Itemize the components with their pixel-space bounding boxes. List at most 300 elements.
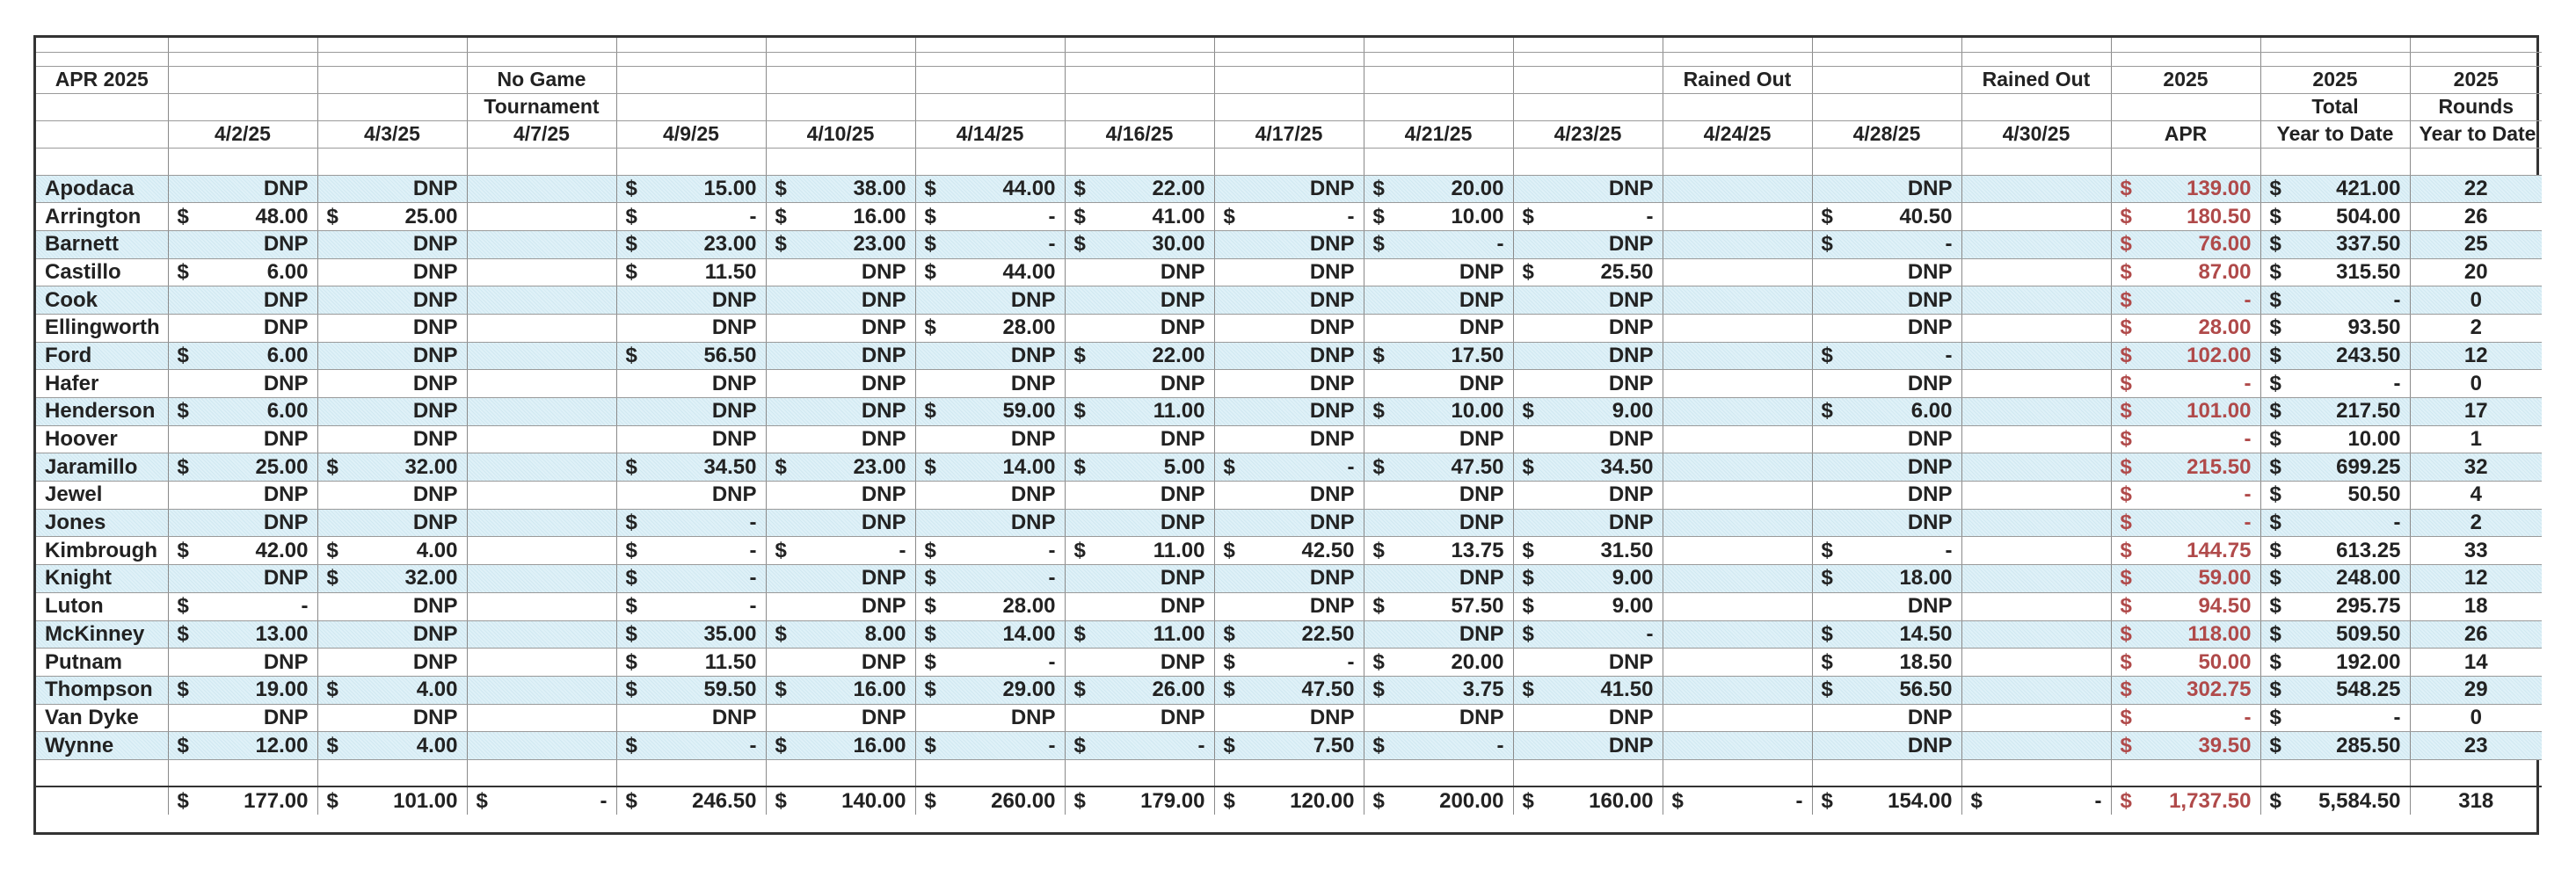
score-cell[interactable] <box>1513 203 1663 231</box>
score-cell[interactable] <box>1364 704 1513 732</box>
total-cell[interactable] <box>467 786 616 815</box>
score-cell[interactable] <box>1663 342 1812 370</box>
score-cell[interactable] <box>915 258 1065 286</box>
score-cell[interactable] <box>616 565 766 593</box>
score-cell[interactable] <box>168 565 317 593</box>
blank-row-cell[interactable] <box>1364 52 1513 66</box>
score-cell[interactable] <box>1065 649 1214 677</box>
score-cell[interactable] <box>168 704 317 732</box>
score-cell[interactable] <box>1961 592 2111 620</box>
ytd-total-cell[interactable] <box>2260 286 2410 315</box>
score-cell[interactable] <box>317 398 467 426</box>
score-cell[interactable] <box>1364 230 1513 258</box>
score-cell[interactable] <box>168 203 317 231</box>
score-cell[interactable] <box>616 649 766 677</box>
score-cell[interactable] <box>1961 203 2111 231</box>
total-cell[interactable] <box>616 786 766 815</box>
score-cell[interactable] <box>1961 314 2111 342</box>
spacer-row-cell[interactable] <box>1663 148 1812 175</box>
ytd-total-cell[interactable] <box>2260 592 2410 620</box>
score-cell[interactable] <box>1812 314 1961 342</box>
rounds-cell[interactable] <box>2410 620 2542 649</box>
score-cell[interactable] <box>467 704 616 732</box>
score-cell[interactable] <box>467 732 616 760</box>
player-name[interactable] <box>36 398 168 426</box>
score-cell[interactable] <box>1214 620 1364 649</box>
total-cell[interactable] <box>1513 786 1663 815</box>
date-header[interactable] <box>616 120 766 148</box>
player-name[interactable] <box>36 453 168 482</box>
score-cell[interactable] <box>1364 565 1513 593</box>
score-cell[interactable] <box>168 370 317 398</box>
blank-row-cell[interactable] <box>317 38 467 52</box>
no-game-note[interactable] <box>467 66 616 93</box>
blank-row-cell[interactable] <box>2111 38 2260 52</box>
score-cell[interactable] <box>1961 676 2111 704</box>
apr-total-cell[interactable] <box>2111 704 2260 732</box>
apr-total-cell[interactable] <box>2111 314 2260 342</box>
ytd-total-cell[interactable] <box>2260 537 2410 565</box>
apr-total-cell[interactable] <box>2111 175 2260 203</box>
score-cell[interactable] <box>1961 537 2111 565</box>
score-cell[interactable] <box>1961 509 2111 537</box>
header-cell[interactable] <box>36 93 168 120</box>
spacer-row-cell[interactable] <box>766 148 915 175</box>
score-cell[interactable] <box>1513 482 1663 510</box>
date-header[interactable] <box>467 120 616 148</box>
date-header[interactable] <box>317 120 467 148</box>
total-cell[interactable] <box>1663 786 1812 815</box>
score-cell[interactable] <box>1065 230 1214 258</box>
blank-row-cell[interactable] <box>1214 38 1364 52</box>
spacer-row-cell[interactable] <box>616 148 766 175</box>
total-cell[interactable] <box>1214 786 1364 815</box>
player-name[interactable] <box>36 509 168 537</box>
rounds-cell[interactable] <box>2410 732 2542 760</box>
score-cell[interactable] <box>1663 592 1812 620</box>
score-cell[interactable] <box>1812 592 1961 620</box>
ytd-total-cell[interactable] <box>2260 649 2410 677</box>
ytd-total-cell[interactable] <box>2260 203 2410 231</box>
score-cell[interactable] <box>1513 620 1663 649</box>
score-cell[interactable] <box>766 175 915 203</box>
score-cell[interactable] <box>1812 537 1961 565</box>
rounds-cell[interactable] <box>2410 649 2542 677</box>
player-name[interactable] <box>36 537 168 565</box>
header-cell[interactable] <box>616 66 766 93</box>
score-cell[interactable] <box>168 230 317 258</box>
header-cell[interactable] <box>36 120 168 148</box>
player-name[interactable] <box>36 203 168 231</box>
score-cell[interactable] <box>1812 370 1961 398</box>
rounds-cell[interactable] <box>2410 203 2542 231</box>
score-cell[interactable] <box>1812 732 1961 760</box>
score-cell[interactable] <box>317 704 467 732</box>
apr-total-cell[interactable] <box>2111 398 2260 426</box>
score-cell[interactable] <box>1961 230 2111 258</box>
score-cell[interactable] <box>317 342 467 370</box>
score-cell[interactable] <box>1065 732 1214 760</box>
apr-total-cell[interactable] <box>2111 482 2260 510</box>
player-name[interactable] <box>36 286 168 315</box>
score-cell[interactable] <box>1065 203 1214 231</box>
score-cell[interactable] <box>168 482 317 510</box>
score-cell[interactable] <box>1812 620 1961 649</box>
score-cell[interactable] <box>317 565 467 593</box>
rounds-header[interactable] <box>2410 93 2542 120</box>
score-cell[interactable] <box>915 314 1065 342</box>
score-cell[interactable] <box>1513 592 1663 620</box>
score-cell[interactable] <box>766 314 915 342</box>
header-cell[interactable] <box>1812 66 1961 93</box>
header-cell[interactable] <box>1065 66 1214 93</box>
score-cell[interactable] <box>1214 509 1364 537</box>
rounds-grand-total[interactable] <box>2410 786 2542 815</box>
score-cell[interactable] <box>1065 620 1214 649</box>
score-cell[interactable] <box>1065 453 1214 482</box>
score-cell[interactable] <box>1663 203 1812 231</box>
score-cell[interactable] <box>915 425 1065 453</box>
blank-row-cell[interactable] <box>2260 38 2410 52</box>
year-label[interactable] <box>2260 66 2410 93</box>
blank-row-cell[interactable] <box>616 52 766 66</box>
player-name[interactable] <box>36 425 168 453</box>
rounds-cell[interactable] <box>2410 509 2542 537</box>
score-cell[interactable] <box>1513 453 1663 482</box>
score-cell[interactable] <box>168 537 317 565</box>
score-cell[interactable] <box>168 676 317 704</box>
score-cell[interactable] <box>1663 732 1812 760</box>
score-cell[interactable] <box>616 425 766 453</box>
score-cell[interactable] <box>1364 676 1513 704</box>
score-cell[interactable] <box>1812 509 1961 537</box>
tournament-note[interactable] <box>467 93 616 120</box>
score-cell[interactable] <box>1214 175 1364 203</box>
total-header[interactable] <box>2260 93 2410 120</box>
score-cell[interactable] <box>915 398 1065 426</box>
score-cell[interactable] <box>766 509 915 537</box>
score-cell[interactable] <box>1214 258 1364 286</box>
score-cell[interactable] <box>1214 592 1364 620</box>
score-cell[interactable] <box>1364 425 1513 453</box>
score-cell[interactable] <box>1663 230 1812 258</box>
score-cell[interactable] <box>1364 732 1513 760</box>
spacer-row-cell[interactable] <box>1961 148 2111 175</box>
spacer-row-cell[interactable] <box>1214 148 1364 175</box>
score-cell[interactable] <box>766 620 915 649</box>
score-cell[interactable] <box>1513 676 1663 704</box>
date-header[interactable] <box>1663 120 1812 148</box>
date-header[interactable] <box>1812 120 1961 148</box>
spacer-row-cell[interactable] <box>317 148 467 175</box>
score-cell[interactable] <box>1364 620 1513 649</box>
score-cell[interactable] <box>766 342 915 370</box>
score-cell[interactable] <box>1961 482 2111 510</box>
header-cell[interactable] <box>616 93 766 120</box>
score-cell[interactable] <box>915 342 1065 370</box>
year-label[interactable] <box>2111 66 2260 93</box>
year-label[interactable] <box>2410 66 2542 93</box>
score-cell[interactable] <box>1961 370 2111 398</box>
score-cell[interactable] <box>915 286 1065 315</box>
score-cell[interactable] <box>1513 732 1663 760</box>
score-cell[interactable] <box>467 537 616 565</box>
blank-row-cell[interactable] <box>1513 52 1663 66</box>
player-name[interactable] <box>36 258 168 286</box>
total-cell[interactable] <box>766 786 915 815</box>
spacer-row-cell[interactable] <box>1364 759 1513 786</box>
score-cell[interactable] <box>915 620 1065 649</box>
score-cell[interactable] <box>1812 704 1961 732</box>
score-cell[interactable] <box>317 175 467 203</box>
header-cell[interactable] <box>1364 93 1513 120</box>
score-cell[interactable] <box>1364 537 1513 565</box>
player-name[interactable] <box>36 230 168 258</box>
header-cell[interactable] <box>2111 93 2260 120</box>
ytd-total-cell[interactable] <box>2260 258 2410 286</box>
score-cell[interactable] <box>1065 482 1214 510</box>
score-cell[interactable] <box>1214 286 1364 315</box>
score-cell[interactable] <box>1513 425 1663 453</box>
score-cell[interactable] <box>467 203 616 231</box>
rounds-cell[interactable] <box>2410 258 2542 286</box>
ytd-total-cell[interactable] <box>2260 370 2410 398</box>
score-cell[interactable] <box>1364 592 1513 620</box>
spacer-row-cell[interactable] <box>168 759 317 786</box>
score-cell[interactable] <box>317 592 467 620</box>
apr-total-cell[interactable] <box>2111 620 2260 649</box>
score-cell[interactable] <box>1812 649 1961 677</box>
score-cell[interactable] <box>766 258 915 286</box>
ytd-total-cell[interactable] <box>2260 732 2410 760</box>
score-cell[interactable] <box>1364 398 1513 426</box>
score-cell[interactable] <box>168 425 317 453</box>
ytd-total-cell[interactable] <box>2260 482 2410 510</box>
score-cell[interactable] <box>1663 453 1812 482</box>
score-cell[interactable] <box>1065 509 1214 537</box>
score-cell[interactable] <box>467 370 616 398</box>
score-cell[interactable] <box>616 398 766 426</box>
score-cell[interactable] <box>168 286 317 315</box>
spacer-row-cell[interactable] <box>2111 148 2260 175</box>
score-cell[interactable] <box>317 258 467 286</box>
header-cell[interactable] <box>317 93 467 120</box>
score-cell[interactable] <box>766 370 915 398</box>
apr-total-cell[interactable] <box>2111 203 2260 231</box>
score-cell[interactable] <box>1364 314 1513 342</box>
sheet-title[interactable] <box>36 66 168 93</box>
player-name[interactable] <box>36 482 168 510</box>
total-cell[interactable] <box>1065 786 1214 815</box>
apr-total-cell[interactable] <box>2111 370 2260 398</box>
spacer-row-cell[interactable] <box>1065 148 1214 175</box>
rounds-cell[interactable] <box>2410 286 2542 315</box>
header-cell[interactable] <box>168 66 317 93</box>
date-header[interactable] <box>1513 120 1663 148</box>
ytd-total-cell[interactable] <box>2260 620 2410 649</box>
score-cell[interactable] <box>766 286 915 315</box>
ytd-total-cell[interactable] <box>2260 230 2410 258</box>
score-cell[interactable] <box>1513 175 1663 203</box>
score-cell[interactable] <box>1513 230 1663 258</box>
ytd-total-cell[interactable] <box>2260 342 2410 370</box>
blank-row-cell[interactable] <box>1663 52 1812 66</box>
player-name[interactable] <box>36 314 168 342</box>
score-cell[interactable] <box>1961 704 2111 732</box>
score-cell[interactable] <box>915 592 1065 620</box>
score-cell[interactable] <box>915 203 1065 231</box>
blank-row-cell[interactable] <box>2111 52 2260 66</box>
ytd-total-cell[interactable] <box>2260 453 2410 482</box>
score-cell[interactable] <box>1513 342 1663 370</box>
score-cell[interactable] <box>317 676 467 704</box>
score-cell[interactable] <box>1214 398 1364 426</box>
score-cell[interactable] <box>467 425 616 453</box>
ytd-header[interactable] <box>2260 120 2410 148</box>
header-cell[interactable] <box>1513 66 1663 93</box>
score-cell[interactable] <box>1663 286 1812 315</box>
score-cell[interactable] <box>1961 453 2111 482</box>
total-cell[interactable] <box>1812 786 1961 815</box>
blank-row-cell[interactable] <box>1513 38 1663 52</box>
score-cell[interactable] <box>1663 704 1812 732</box>
score-cell[interactable] <box>1663 676 1812 704</box>
blank-row-cell[interactable] <box>1364 38 1513 52</box>
score-cell[interactable] <box>1812 342 1961 370</box>
header-cell[interactable] <box>1214 66 1364 93</box>
score-cell[interactable] <box>467 286 616 315</box>
blank-row-cell[interactable] <box>467 38 616 52</box>
score-cell[interactable] <box>317 649 467 677</box>
score-cell[interactable] <box>1214 732 1364 760</box>
blank-row-cell[interactable] <box>1663 38 1812 52</box>
score-cell[interactable] <box>1513 258 1663 286</box>
score-cell[interactable] <box>766 537 915 565</box>
rounds-cell[interactable] <box>2410 565 2542 593</box>
score-cell[interactable] <box>1364 509 1513 537</box>
blank-row-cell[interactable] <box>2260 52 2410 66</box>
apr-total-cell[interactable] <box>2111 342 2260 370</box>
score-cell[interactable] <box>467 565 616 593</box>
score-cell[interactable] <box>1513 565 1663 593</box>
rounds-cell[interactable] <box>2410 370 2542 398</box>
score-cell[interactable] <box>168 509 317 537</box>
header-cell[interactable] <box>317 66 467 93</box>
player-name[interactable] <box>36 704 168 732</box>
score-cell[interactable] <box>1812 425 1961 453</box>
apr-total-cell[interactable] <box>2111 565 2260 593</box>
score-cell[interactable] <box>467 509 616 537</box>
spacer-row-cell[interactable] <box>1812 759 1961 786</box>
score-cell[interactable] <box>168 620 317 649</box>
spacer-row-cell[interactable] <box>467 759 616 786</box>
score-cell[interactable] <box>168 342 317 370</box>
score-cell[interactable] <box>915 649 1065 677</box>
score-cell[interactable] <box>766 592 915 620</box>
score-cell[interactable] <box>1812 175 1961 203</box>
score-cell[interactable] <box>467 649 616 677</box>
score-cell[interactable] <box>1214 342 1364 370</box>
score-cell[interactable] <box>1663 175 1812 203</box>
total-cell[interactable] <box>1961 786 2111 815</box>
rounds-cell[interactable] <box>2410 704 2542 732</box>
score-cell[interactable] <box>1065 258 1214 286</box>
score-cell[interactable] <box>1364 453 1513 482</box>
spacer-row-cell[interactable] <box>1812 148 1961 175</box>
header-cell[interactable] <box>1812 93 1961 120</box>
blank-row-cell[interactable] <box>1214 52 1364 66</box>
score-cell[interactable] <box>317 537 467 565</box>
header-cell[interactable] <box>1364 66 1513 93</box>
score-cell[interactable] <box>1961 286 2111 315</box>
score-cell[interactable] <box>616 342 766 370</box>
spacer-row-cell[interactable] <box>1663 759 1812 786</box>
score-cell[interactable] <box>766 453 915 482</box>
apr-total-cell[interactable] <box>2111 258 2260 286</box>
apr-total-cell[interactable] <box>2111 509 2260 537</box>
date-header[interactable] <box>766 120 915 148</box>
apr-total-cell[interactable] <box>2111 676 2260 704</box>
blank-row-cell[interactable] <box>317 52 467 66</box>
player-name[interactable] <box>36 732 168 760</box>
score-cell[interactable] <box>1214 565 1364 593</box>
apr-total-cell[interactable] <box>2111 732 2260 760</box>
apr-total-cell[interactable] <box>2111 537 2260 565</box>
blank-row-cell[interactable] <box>915 38 1065 52</box>
score-cell[interactable] <box>1065 565 1214 593</box>
score-cell[interactable] <box>1214 230 1364 258</box>
score-cell[interactable] <box>1513 649 1663 677</box>
score-cell[interactable] <box>1364 175 1513 203</box>
score-cell[interactable] <box>1812 203 1961 231</box>
score-cell[interactable] <box>317 620 467 649</box>
score-cell[interactable] <box>1214 314 1364 342</box>
blank-row-cell[interactable] <box>1961 52 2111 66</box>
spacer-row-cell[interactable] <box>36 148 168 175</box>
score-cell[interactable] <box>1513 314 1663 342</box>
apr-total-cell[interactable] <box>2111 230 2260 258</box>
score-cell[interactable] <box>1663 314 1812 342</box>
spacer-row-cell[interactable] <box>2260 148 2410 175</box>
score-cell[interactable] <box>616 286 766 315</box>
score-cell[interactable] <box>1065 175 1214 203</box>
score-cell[interactable] <box>1214 704 1364 732</box>
score-cell[interactable] <box>1812 565 1961 593</box>
score-cell[interactable] <box>1663 620 1812 649</box>
score-cell[interactable] <box>317 453 467 482</box>
score-cell[interactable] <box>467 175 616 203</box>
score-cell[interactable] <box>1961 258 2111 286</box>
blank-row-cell[interactable] <box>168 52 317 66</box>
date-header[interactable] <box>1065 120 1214 148</box>
score-cell[interactable] <box>168 453 317 482</box>
score-cell[interactable] <box>168 258 317 286</box>
score-cell[interactable] <box>915 175 1065 203</box>
apr-total-cell[interactable] <box>2111 286 2260 315</box>
blank-row-cell[interactable] <box>1065 52 1214 66</box>
apr-total-cell[interactable] <box>2111 592 2260 620</box>
score-cell[interactable] <box>616 453 766 482</box>
score-cell[interactable] <box>915 676 1065 704</box>
score-cell[interactable] <box>1364 649 1513 677</box>
header-cell[interactable] <box>915 66 1065 93</box>
score-cell[interactable] <box>1961 425 2111 453</box>
score-cell[interactable] <box>317 482 467 510</box>
player-name[interactable] <box>36 370 168 398</box>
score-cell[interactable] <box>1214 482 1364 510</box>
spacer-row-cell[interactable] <box>1513 759 1663 786</box>
blank-row-cell[interactable] <box>36 52 168 66</box>
